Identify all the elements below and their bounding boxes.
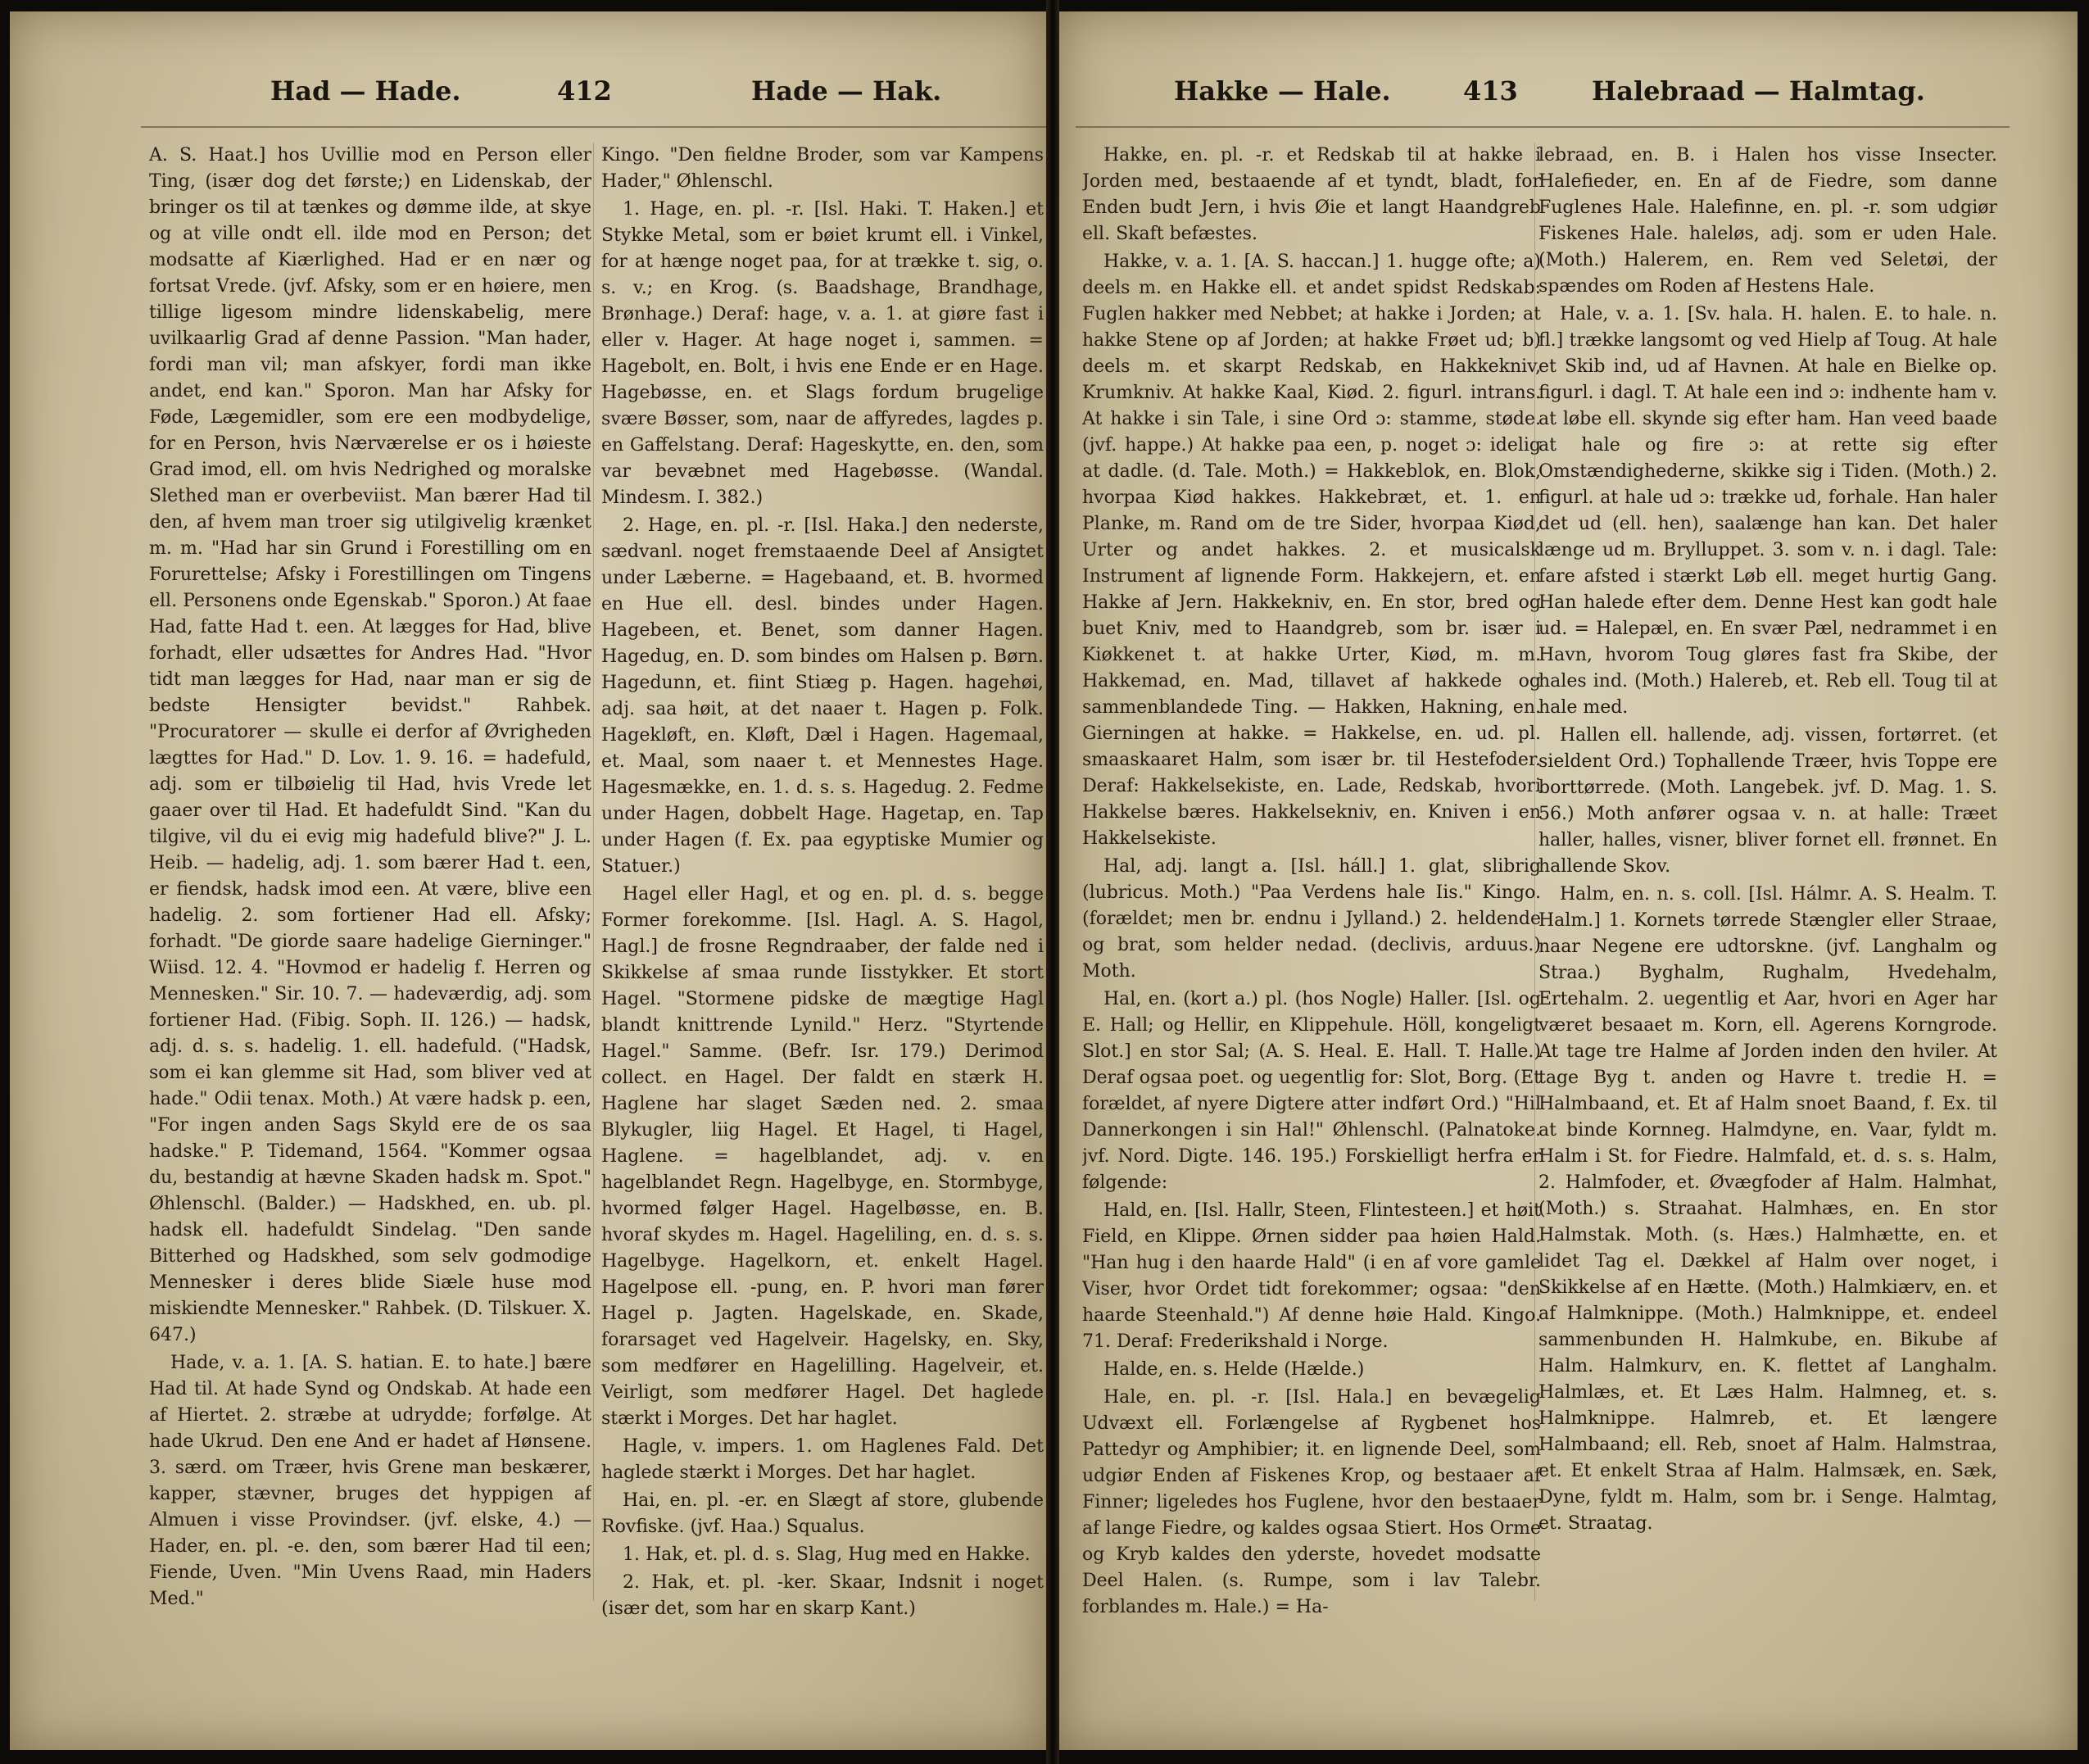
dictionary-entry: Hale, v. a. 1. [Sv. hala. H. halen. E. to hale. n. fl.] trække langsomt og ved Hielp af Toug. At hale et Skib ind, ud af Havnen. At hale en Bielke op. figurl. i dagl. T. At hale een ind ɔ: indhente ham v. at løbe ell. skynde sig efter ham. Han veed baade at hale og fire ɔ: at rette sig efter Omstændighederne, skikke sig i Tiden. (Moth.) 2. figurl. at hale ud ɔ: trække ud, forhale. Han haler det ud (ell. hen), saalænge han kan. Det haler længe ud m. Brylluppet. 3. som v. n. i dagl. Tale: fare afsted i stærkt Løb ell. meget hurtig Gang. Han halede efter dem. Denne Hest kan godt hale ud. = Halepæl, en. En svær Pæl, nedrammet i en Havn, hvorom Toug gløres fast fra Skibe, der hales ind. (Moth.) Halereb, et. Reb ell. Toug til at hale med. (1538, 304, 1997, 718)
book-gutter (1046, 0, 1059, 1764)
dictionary-entry: Hal, en. (kort a.) pl. (hos Nogle) Haller. [Isl. og E. Hall; og Hellir, en Klippehule. Höll, kongeligt Slot.] en stor Sal; (A. S. Heal. E. Hall. T. Halle.) Deraf ogsaa poet. og uegentlig for: Slot, Borg. (Et forældet, af nyere Digtere atter indført Ord.) "Hil Dannerkongen i sin Hal!" Øhlenschl. (Palnatoke. jvf. Nord. Digte. 146. 195.) Forskielligt herfra er følgende: (1082, 989, 1541, 1193)
left-page-column-2 (601, 143, 1044, 1617)
left-page-header-last-entry: Hade — Hak. (751, 75, 942, 107)
right-page-column-1 (1082, 143, 1541, 1617)
dictionary-entry: Hade, v. a. 1. [A. S. hatian. E. to hate.] bære Had til. At hade Synd og Ondskab. At hade een af Hiertet. 2. stræbe at udrydde; forfølge. At hade Ukrud. Den ene And er hadet af Hønsene. 3. særd. om Træer, hvis Grene man beskærer, kapper, stævner, bruges det hyppigen af Almuen i visse Provindser. (jvf. elske, 4.) — Hader, en. pl. -e. den, som bærer Had til een; Fiende, Uven. "Min Uvens Raad, min Haders Med." (149, 1353, 591, 1609)
left-header-rule (141, 126, 1046, 128)
dictionary-entry: Hagel eller Hagl, et og en. pl. d. s. begge Former forekomme. [Isl. Hagl. A. S. Hagol, Hagl.] de frosne Regndraaber, der falde ned i Skikkelse af smaa runde Iisstykker. Et stort Hagel. "Stormene pidske de mægtige Hagl blandt knittrende Lynild." Herz. "Styrtende Hagel." Samme. (Befr. Isr. 179.) Derimod collect. en Hagel. Der faldt en stærk H. Haglene har slaget Sæden ned. 2. smaa Blykugler, liig Hagel. Et Hagel, ti Hagel, Haglene. = hagelblandet, adj. v. en hagelblandet Regn. Hagelbyge, en. Stormbyge, hvormed følger Hagel. Hagelbøsse, en. B. hvoraf skydes m. Hagel. Hageliling, en. d. s. s. Hagelbyge. Hagelkorn, et. enkelt Hagel. Hagelpose ell. -pung, en. P. hvori man fører Hagel p. Jagten. Hagelskade, en. Skade, forarsaget ved Hagelveir. Hagelsky, en. Sky, som medfører en Hagelilling. Hagelveir, et. Veirligt, som medfører Hagel. Det haglede stærkt i Morges. Det har haglet. (601, 884, 1044, 1429)
right-page-number: 413 (1463, 75, 1518, 107)
right-column-divider (1534, 143, 1535, 1601)
dictionary-entry: Hal, adj. langt a. [Isl. háll.] 1. glat, slibrig (lubricus. Moth.) "Paa Verdens hale Iis." Kingo. (forældet; men br. endnu i Jylland.) 2. heldende og brat, som helder nedad. (declivis, arduus.) Moth. (1082, 856, 1541, 982)
dictionary-entry: Hakke, en. pl. -r. et Redskab til at hakke i Jorden med, bestaaende af et tyndt, bladt, for Enden budt Jern, i hvis Øie et langt Haandgreb ell. Skaft befæstes. (1082, 145, 1541, 244)
left-page (10, 11, 1046, 1750)
left-page-header (10, 75, 1046, 116)
left-page-header-first-entry: Had — Hade. (270, 75, 461, 107)
dictionary-entry: 1. Hage, en. pl. -r. [Isl. Haki. T. Haken.] et Stykke Metal, som er bøiet krumt ell. i Vinkel, for at hænge noget paa, for at trække t. sig, o. s. v.; en Krog. (s. Baadshage, Brandhage, Brønhage.) Deraf: hage, v. a. 1. at giøre fast i eller v. Hager. At hage noget i, sammen. = Hagebolt, en. Bolt, i hvis ene Ende er en Hage. Hagebøsse, en. et Slags fordum brugelige svære Bøsser, som, naar de affyredes, lagdes p. en Gaffelstang. Deraf: Hageskytte, en. den, som var bevæbnet med Hagebøsse. (Wandal. Mindesm. I. 382.) (601, 199, 1044, 508)
right-header-rule (1076, 126, 2010, 128)
dictionary-entry: Hallen ell. hallende, adj. vissen, fortørret. (et sieldent Ord.) Tophallende Træer, hvis Toppe ere borttørrede. (Moth. Langebek. jvf. D. Mag. 1. S. 56.) Moth anfører ogsaa v. n. at halle: Træet haller, halles, visner, bliver fornet ell. frønnet. En hallende Skov. (1538, 725, 1997, 877)
left-page-number: 412 (557, 75, 612, 107)
dictionary-entry: Halde, en. s. Helde (Hælde.) (1103, 1359, 1365, 1380)
dictionary-entry: Halm, en. n. s. coll. [Isl. Hálmr. A. S. Healm. T. Halm.] 1. Kornets tørrede Stængler eller Straae, naar Negene ere udtorskne. (jvf. Langhalm og Straa.) Byghalm, Rughalm, Hvedehalm, Ertehalm. 2. uegentlig et Aar, hvori en Ager har været besaaet m. Korn, ell. Agerens Korngrode. At tage tre Halme af Jorden inden den hviler. At tage Byg t. anden og Havre t. tredie H. = Halmbaand, et. Et af Halm snoet Baand, f. Ex. til at binde Kornneg. Halmdyne, en. Vaar, fyldt m. Halm i St. for Fiedre. Halmfald, et. d. s. s. Halm, 2. Halmfoder, et. Øvægfoder af Halm. Halmhat, (Moth.) s. Straahat. Halmhæs, en. En stor Halmstak. Moth. (s. Hæs.) Halmhætte, en. et lidet Tag el. Dækkel af Halm over noget, i Skikkelse af en Hætte. (Moth.) Halmkiærv, en. et af Halmknippe. (Moth.) Halmknippe, et. endeel sammenbunden H. Halmkube, en. Bikube af Halm. Halmkurv, en. K. flettet af Langhalm. Halmlæs, et. Et Læs Halm. Halmneg, et. s. Halmknippe. Halmreb, et. Et længere Halmbaand; ell. Reb, snoet af Halm. Halmstraa, et. Et enkelt Straa af Halm. Halmsæk, en. Sæk, Dyne, fyldt m. Halm, som br. i Senge. Halmtag, et. Straatag. (1538, 884, 1997, 1534)
left-page-column-1 (149, 143, 591, 1617)
dictionary-entry: Hagle, v. impers. 1. om Haglenes Fald. Det haglede stærkt i Morges. Det har haglet. (601, 1436, 1044, 1483)
dictionary-entry: 2. Hage, en. pl. -r. [Isl. Haka.] den nederste, sædvanl. noget fremstaaende Deel af Ansigtet under Læberne. = Hagebaand, et. B. hvormed en Hue ell. desl. bindes under Hagen. Hagebeen, et. Benet, som danner Hagen. Hagedug, en. D. som bindes om Halsen p. Børn. Hagedunn, et. fiint Stiæg p. Hagen. hagehøi, adj. saa høit, at det naaer t. Hagen p. Folk. Hagekløft, en. Kløft, Dæl i Hagen. Hagemaal, et. Maal, som naaer t. et Mennestes Hage. Hagesmække, en. 1. d. s. s. Hagedug. 2. Fedme under Hagen, dobbelt Hage. Hagetap, en. Tap under Hagen (f. Ex. paa egyptiske Mumier og Statuer.) (601, 515, 1044, 877)
dictionary-entry: 1. Hak, et. pl. d. s. Slag, Hug med en Hakke. (623, 1544, 1031, 1565)
dictionary-entry: Hakke, v. a. 1. [A. S. haccan.] 1. hugge ofte; a) deels m. en Hakke ell. et andet spidst Redskab: Fuglen hakker med Nebbet; at hakke i Jorden; at hakke Stene op af Jorden; at hakke Frøet ud; b) deels m. et skarpt Redskab, en Hakkekniv, Krumkniv. At hakke Kaal, Kiød. 2. figurl. intrans. At hakke i sin Tale, i sine Ord ɔ: stamme, støde. (jvf. happe.) At hakke paa een, p. noget ɔ: idelig at dadle. (d. Tale. Moth.) = Hakkeblok, en. Blok, hvorpaa Kiød hakkes. Hakkebræt, et. 1. en Planke, m. Rand om de tre Sider, hvorpaa Kiød, Urter og andet hakkes. 2. et musicalsk Instrument af lignende Form. Hakkejern, et. en Hakke af Jern. Hakkekniv, en. En stor, bred og buet Kniv, med to Haandgreb, som br. især i Kiøkkenet t. at hakke Urter, Kiød, m. m. Hakkemad, en. Mad, tillavet af hakkede og sammenblandede Ting. — Hakken, Hakning, en. Gierningen at hakke. = Hakkelse, en. ud. pl. smaaskaaret Halm, som især br. til Hestefoder. Deraf: Hakkelsekiste, en. Lade, Redskab, hvori Hakkelse bæres. Hakkelsekniv, en. Kniven i en Hakkelsekiste. (1082, 252, 1541, 849)
right-page-header-last-entry: Halebraad — Halmtag. (1592, 75, 1925, 107)
dictionary-entry: Hale, en. pl. -r. [Isl. Hala.] en bevægelig Udvæxt ell. Forlængelse af Rygbenet hos Pattedyr og Amphibier; it. en lignende Deel, som udgiør Enden af Fiskenes Krop, og bestaaer af Finner; ligeledes hos Fuglene, hvor den bestaaer af lange Fiedre, og kaldes ogsaa Stiert. Hos Orme og Kryb kaldes den yderste, hovedet modsatte Deel Halen. (s. Rumpe, som i lav Talebr. forblandes m. Hale.) = Ha- (1082, 1387, 1541, 1617)
left-column-divider (593, 143, 594, 1601)
dictionary-entry: 2. Hak, et. pl. -ker. Skaar, Indsnit i noget (især det, som har en skarp Kant.) (601, 1572, 1044, 1617)
dictionary-entry: Kingo. "Den fieldne Broder, som var Kampens Hader," Øhlenschl. (601, 145, 1044, 192)
right-page (1059, 11, 2078, 1750)
right-page-header-first-entry: Hakke — Hale. (1174, 75, 1391, 107)
dictionary-entry: lebraad, en. B. i Halen hos visse Insecter. Halefieder, en. En af de Fiedre, som danne Fuglenes Hale. Halefinne, en. pl. -r. som udgiør Fiskenes Hale. haleløs, adj. som er uden Hale. (Moth.) Halerem, en. Rem ved Seletøi, der spændes om Roden af Hestens Hale. (1538, 145, 1997, 297)
dictionary-entry: Hai, en. pl. -er. en Slægt af store, glubende Rovfiske. (jvf. Haa.) Squalus. (601, 1490, 1044, 1537)
right-page-header (1059, 75, 2078, 116)
dictionary-entry: Hald, en. [Isl. Hallr, Steen, Flintesteen.] et høit Field, en Klippe. Ørnen sidder paa høien Hald. "Han hug i den haarde Hald" (i en af vore gamle Viser, hvor Ordet tidt forekommer; ogsaa: "den haarde Steenhald.") Af denne høie Hald. Kingo. 71. Deraf: Frederikshald i Norge. (1082, 1200, 1541, 1352)
right-page-column-2 (1538, 143, 1997, 1617)
dictionary-entry: A. S. Haat.] hos Uvillie mod en Person eller Ting, (især dog det første;) en Lidenskab, der bringer os til at tænkes og dømme ilde, at skye og at ville ondt ell. ilde mod en Person; det modsatte af Kiærlighed. Had er en nær og fortsat Vrede. (jvf. Afsky, som er en høiere, men tillige ligesom mindre lidenskabelig, mere uvilkaarlig Grad af denne Passion. "Man hader, fordi man vil; man afskyer, fordi man ikke andet, end kan." Sporon. Man har Afsky for Føde, Lægemidler, som ere een modbydelige, for en Person, hvis Nærværelse er os i høieste Grad imod, ell. om hvis Nedrighed og moralske Slethed man er overbeviist. Man bærer Had til den, af hvem man troer sig utilgivelig krænket m. m. "Had har sin Grund i Forestilling om en Forurettelse; Afsky i Forestillingen om Tingens ell. Personens onde Egenskab." Sporon.) At faae Had, fatte Had t. een. At lægges for Had, blive forhadt, eller udsættes for Andres Had. "Hvor tidt man lægges for Had, naar man er sig de bedste Hensigter bevidst." Rahbek. "Procuratorer — skulle ei derfor af Øvrigheden lægttes for Had." D. Lov. 1. 9. 16. = hadefuld, adj. som er tilbøielig til Had, hvis Vrede let gaaer over til Had. Et hadefuldt Sind. "Kan du tilgive, vil du ei evig mig hadefuld blive?" J. L. Heib. — hadelig, adj. 1. som bærer Had t. een, er fiendsk, hadsk imod een. At være, blive een hadelig. 2. som fortiener Had ell. Afsky; forhadt. "De giorde saare hadelige Gierninger." Wiisd. 12. 4. "Hovmod er hadelig f. Herren og Mennesken." Sir. 10. 7. — hadeværdig, adj. som fortiener Had. (Fibig. Soph. II. 126.) — hadsk, adj. d. s. s. hadelig. 1. ell. hadefuld. ("Hadsk, som ei kan glemme sit Had, som bliver ved at hade." Odii tenax. Moth.) At være hadsk p. een, "For ingen anden Sags Skyld ere de os saa hadske." P. Tidemand, 1564. "Kommer ogsaa du, bestandig at hævne Skaden hadsk m. Spot." Øhlenschl. (Balder.) — Hadskhed, en. ub. pl. hadsk ell. hadefuldt Sindelag. "Den sande Bitterhed og Hadskhed, som selv godmodige Mennesker i deres blide Siæle huse mod miskiendte Mennesker." Rahbek. (D. Tilskuer. X. 647.) (149, 145, 591, 1345)
